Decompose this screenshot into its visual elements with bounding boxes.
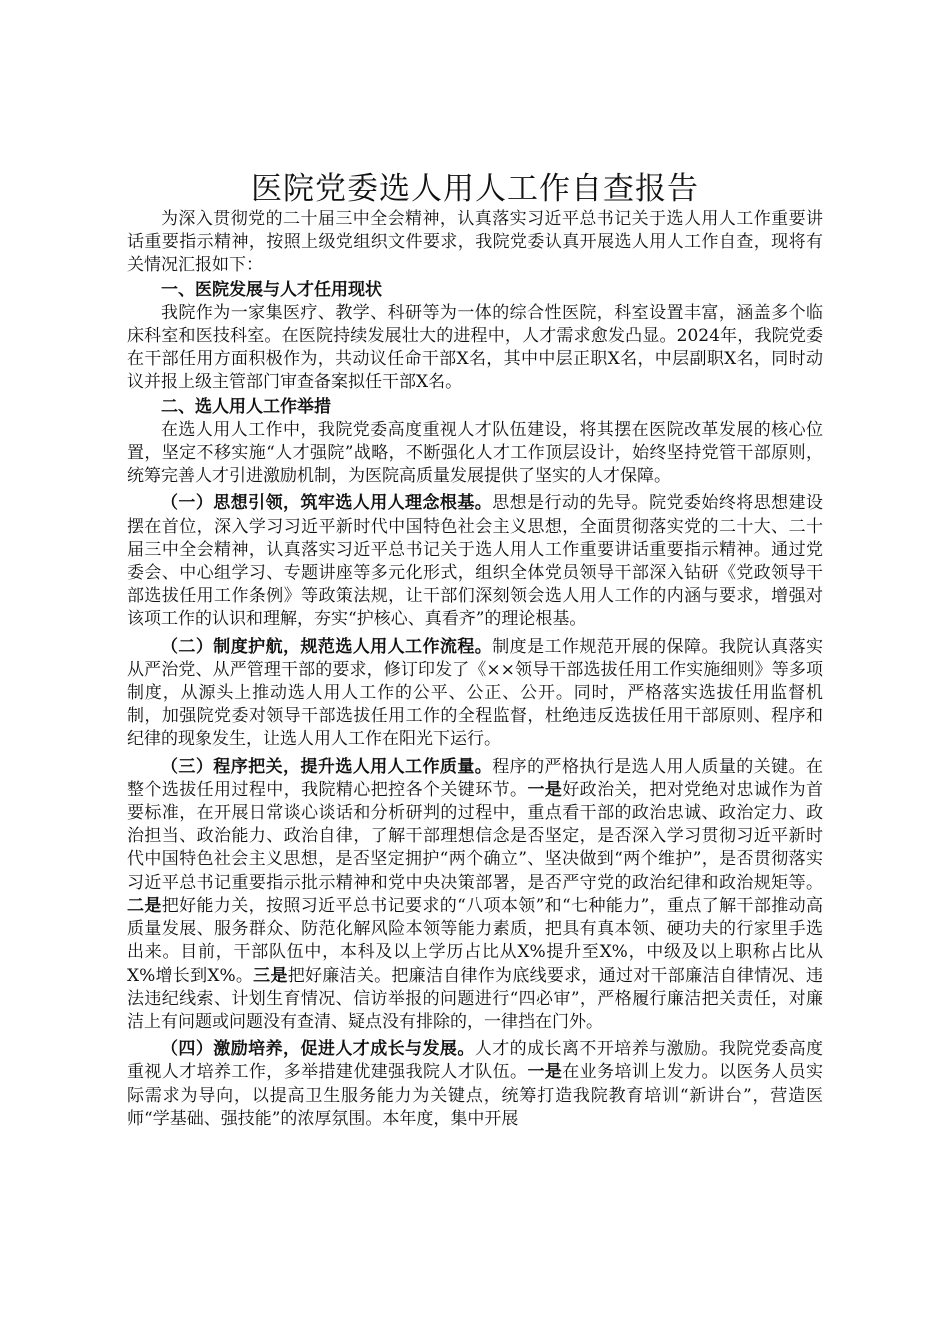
- section-paragraph-1: 我院作为一家集医疗、教学、科研等为一体的综合性医院，科室设置丰富，涵盖多个临床科室和医技科室。在医院持续发展壮大的进程中，人才需求愈发凸显。2024年，我院党委在干部任用方面积极作为，共动议任命干部X名，其中中层正职X名，中层副职X名，同时动议并报上级主管部门审查备案拟任干部X名。: [127, 302, 823, 393]
- item-text-3d: 把好廉洁关。把廉洁自律作为底线要求，通过对干部廉洁自律情况、违法违纪线索、计划生育情况、信访举报的问题进行“四必审”，严格履行廉洁把关责任，对廉洁上有问题或问题没有查清、疑点没有排除的，一律挡在门外。: [127, 965, 824, 1032]
- section-paragraph-2: 在选人用人工作中，我院党委高度重视人才队伍建设，将其摆在医院改革发展的核心位置，坚定不移实施“人才强院”战略，不断强化人才工作顶层设计，始终坚持党管干部原则，统筹完善人才引进激励机制，为医院高质量发展提供了坚实的人才保障。: [127, 419, 823, 487]
- item-text-2: 制度是工作规范开展的保障。我院认真落实从严治党、从严管理干部的要求，修订印发了《××领导干部选拔任用工作实施细则》等多项制度，从源头上推动选人用人工作的公平、公正、公开。同时，严格落实选拔任用监督机制，加强院党委对领导干部选拔任用工作的全程监督，杜绝违反选拔任用干部原则、程序和纪律的现象发生，让选人用人工作在阳光下运行。: [127, 636, 824, 750]
- item-text-1: 思想是行动的先导。院党委始终将思想建设摆在首位，深入学习习近平新时代中国特色社会主义思想，全面贯彻落实党的二十大、二十届三中全会精神，认真落实习近平总书记关于选人用人工作重要讲话重要指示精神。通过党委会、中心组学习、专题讲座等多元化形式，组织全体党员领导干部深入钻研《党政领导干部选拔任用工作条例》等政策法规，让干部们深刻领会选人用人工作的内涵与要求，增强对该项工作的认识和理解，夯实“护核心、真看齐”的理论根基。: [127, 493, 824, 630]
- item-lead-2: （二）制度护航，规范选人用人工作流程。: [161, 636, 493, 657]
- item-paragraph-1: [127, 492, 823, 631]
- item-mark-3-2: 二是: [127, 895, 162, 916]
- item-paragraph-3: [127, 756, 823, 1034]
- section-heading-2: 二、选人用人工作举措: [161, 396, 331, 417]
- item-lead-1: （一）思想引领，筑牢选人用人理念根基。: [161, 493, 493, 514]
- item-mark-4-1: 一是: [527, 1062, 563, 1083]
- item-text-4a: 人才的成长离不开培养与激励。我院党委高度重视人才培养工作，多举措建优建强我院人才队伍。: [127, 1039, 824, 1083]
- item-lead-4: （四）激励培养，促进人才成长与发展。: [161, 1039, 475, 1060]
- item-mark-3-1: 一是: [527, 779, 563, 800]
- item-text-3b: 好政治关，把对党绝对忠诚作为首要标准，在开展日常谈心谈话和分析研判的过程中，重点看干部的政治忠诚、政治定力、政治担当、政治能力、政治自律，了解干部理想信念是否坚定，是否深入学习贯彻习近平新时代中国特色社会主义思想，是否坚定拥护“两个确立”、坚决做到“两个维护”，是否贯彻落实习近平总书记重要指示批示精神和党中央决策部署，是否严守党的政治纪律和政治规矩等。: [127, 779, 824, 893]
- document-body: [127, 208, 823, 1131]
- item-text-3a: 程序的严格执行是选人用人质量的关键。在整个选拔任用过程中，我院精心把控各个关键环节。: [127, 756, 824, 800]
- item-text-4b: 在业务培训上发力。以医务人员实际需求为导向，以提高卫生服务能力为关键点，统筹打造我院教育培训“新讲台”，营造医师“学基础、强技能”的浓厚氛围。本年度，集中开展: [127, 1062, 824, 1129]
- section-heading-1: 一、医院发展与人才任用现状: [161, 279, 382, 300]
- document-title: 医院党委选人用人工作自查报告: [251, 171, 699, 207]
- item-lead-3: （三）程序把关，提升选人用人工作质量。: [161, 756, 493, 777]
- item-paragraph-4: [127, 1038, 823, 1131]
- item-mark-3-3: 三是: [253, 965, 288, 986]
- intro-paragraph: 为深入贯彻党的二十届三中全会精神，认真落实习近平总书记关于选人用人工作重要讲话重要指示精神，按照上级党组织文件要求，我院党委认真开展选人用人工作自查，现将有关情况汇报如下：: [127, 209, 823, 276]
- item-paragraph-2: [127, 636, 823, 752]
- item-text-3c: 把好能力关，按照习近平总书记要求的“八项本领”和“七种能力”，重点了解干部推动高质量发展、服务群众、防范化解风险本领等能力素质，把具有真本领、硬功夫的行家里手选出来。目前，干部队伍中，本科及以上学历占比从X%提升至X%，中级及以上职称占比从X%增长到X%。: [127, 895, 824, 986]
